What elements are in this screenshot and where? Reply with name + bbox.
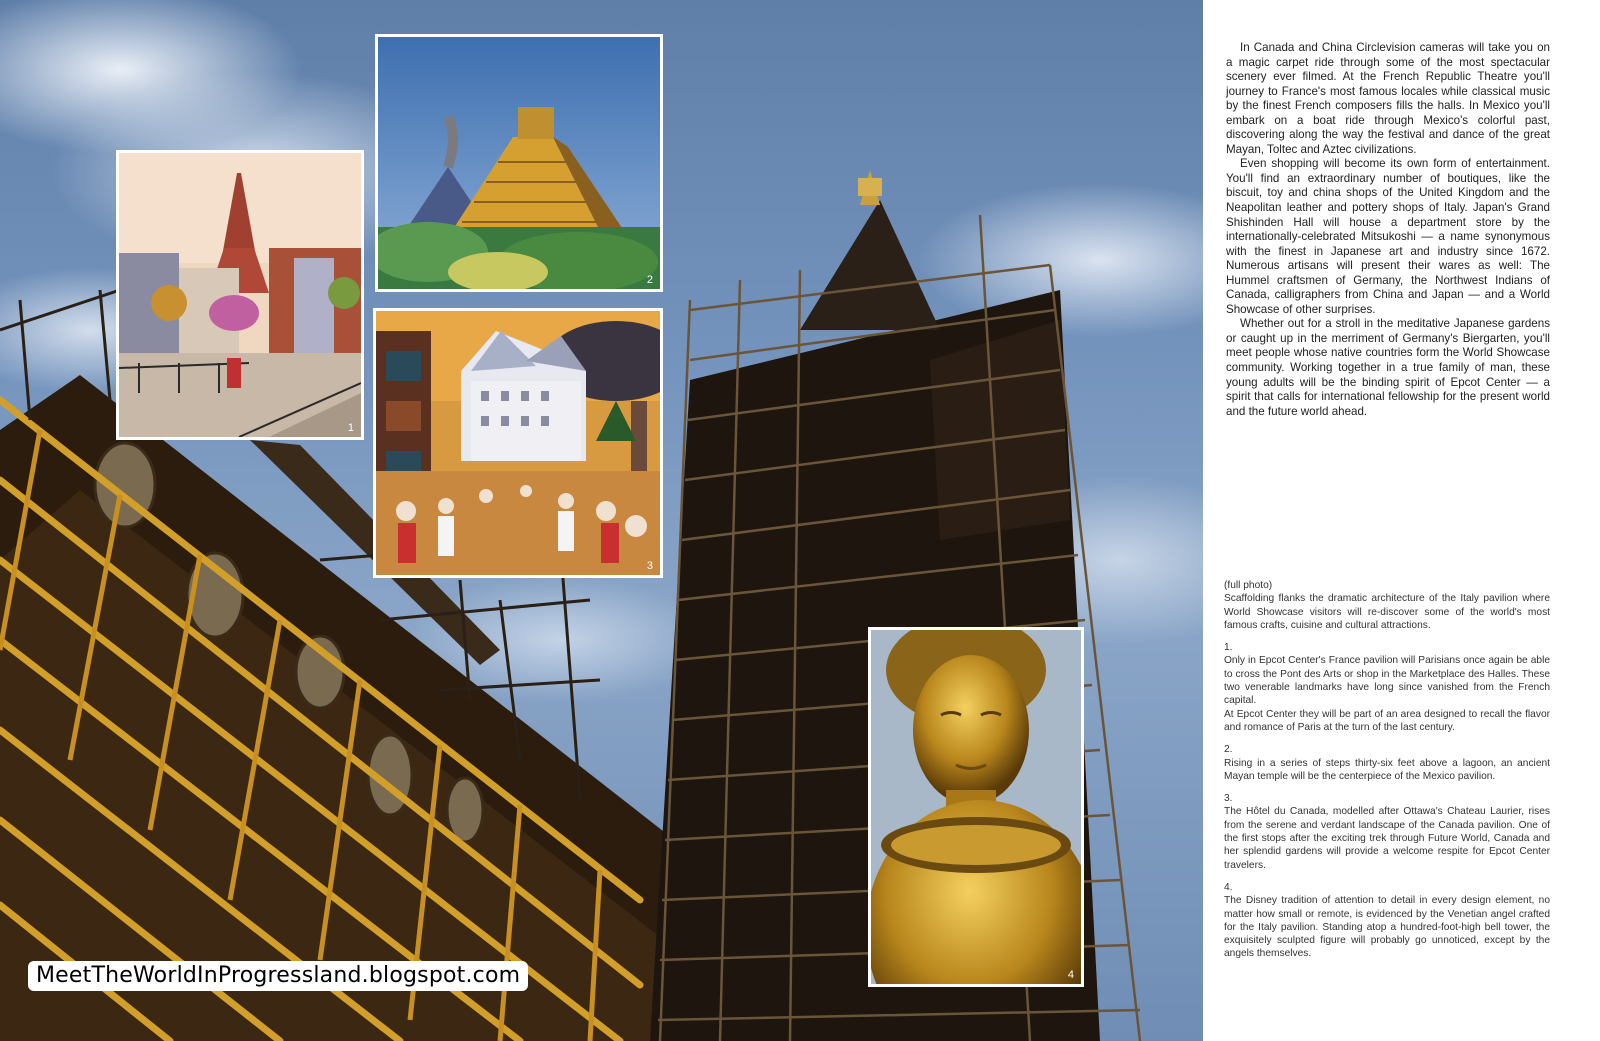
body-paragraph: Whether out for a stroll in the meditative Japanese gardens or caught up in the merriment of Germany's Biergarten, you'll meet people whose native countries form the World Showcase community. Working together in a true family of man, these young adults will be the binding spirit of Epcot Center — a spirit that calls for international fellowship for the present world and the future world ahead. <box>1226 317 1550 418</box>
caption-label: 4. <box>1224 881 1233 893</box>
article-body <box>1226 41 1550 419</box>
caption-label: 1. <box>1224 642 1233 654</box>
caption-text: Rising in a series of steps thirty-six feet above a lagoon, an ancient Mayan temple will be the centerpiece of the Mexico pavilion. <box>1224 757 1550 782</box>
caption-text: The Disney tradition of attention to detail in every design element, no matter how small or remote, is evidenced by the Venetian angel crafted for the Italy pavilion. Standing atop a hundred-foot-high bell tower, the exquisitely sculpted figure will probably go unnoticed, except by the angels themselves. <box>1224 895 1550 960</box>
body-paragraph: Even shopping will become its own form of entertainment. You'll find an extraordinary number of boutiques, like the biscuit, toy and china shops of the United Kingdom and the Neapolitan leather and pottery shops of Italy. Japan's Grand Shishinden Hall will house a department store by the internationally-celebrated Mitsukoshi — a name synonymous with the finest in Japanese art and industry since 1672. Numerous artisans will present their wares as well: The Hummel craftsmen of Germany, the Northwest Indians of Canada, calligraphers from China and Japan — and a World Showcase of other surprises. <box>1226 157 1550 316</box>
inset-1-france-pavilion <box>116 150 364 440</box>
inset-2-mexico-pavilion <box>375 34 663 292</box>
caption-3 <box>1224 792 1550 872</box>
inset-number: 3 <box>646 560 653 572</box>
caption-label: 2. <box>1224 744 1233 756</box>
caption-1 <box>1224 641 1550 734</box>
caption-4 <box>1224 881 1550 961</box>
mayan-temple-illustration <box>378 37 660 289</box>
text-column <box>1203 0 1600 1041</box>
inset-number: 1 <box>347 422 354 434</box>
inset-3-canada-pavilion <box>373 308 663 578</box>
caption-text: The Hôtel du Canada, modelled after Ottawa's Chateau Laurier, rises from the serene and verdant landscape of the Canada pavilion. One of the first stops after the exciting trek through Future World, Canada and her splendid gardens will provide a welcome respite for Epcot Center travelers. <box>1224 806 1550 871</box>
photo-captions <box>1224 579 1550 970</box>
blog-watermark: MeetTheWorldInProgressland.blogspot.com <box>28 961 528 991</box>
inset-4-venetian-angel <box>868 627 1084 987</box>
hotel-du-canada-illustration <box>376 311 660 575</box>
caption-text: At Epcot Center they will be part of an area designed to recall the flavor and romance of Paris at the turn of the last century. <box>1224 708 1550 733</box>
france-pavilion-illustration <box>119 153 361 437</box>
caption-full-photo <box>1224 579 1550 632</box>
inset-number: 4 <box>1067 969 1074 981</box>
caption-label: 3. <box>1224 793 1233 805</box>
caption-text: Scaffolding flanks the dramatic architecture of the Italy pavilion where World Showcase visitors will re-discover some of the world's most famous crafts, cuisine and cultural attractions. <box>1224 593 1550 631</box>
body-paragraph: In Canada and China Circlevision cameras will take you on a magic carpet ride through some of the most spectacular scenery ever filmed. At the French Republic Theatre you'll journey to France's most famous locales while classical music by the finest French composers fills the halls. In Mexico you'll embark on a boat ride through Mexico's colorful past, discovering along the way the festival and dance of the great Mayan, Toltec and Aztec civilizations. <box>1226 41 1550 156</box>
caption-2 <box>1224 743 1550 783</box>
caption-text: Only in Epcot Center's France pavilion will Parisians once again be able to cross the Pont des Arts or shop in the Marketplace des Halles. These two venerable landmarks have long since vanished from the French capital. <box>1224 655 1550 707</box>
caption-label: (full photo) <box>1224 580 1273 591</box>
inset-number: 2 <box>646 274 653 286</box>
golden-angel-photo <box>871 630 1081 984</box>
